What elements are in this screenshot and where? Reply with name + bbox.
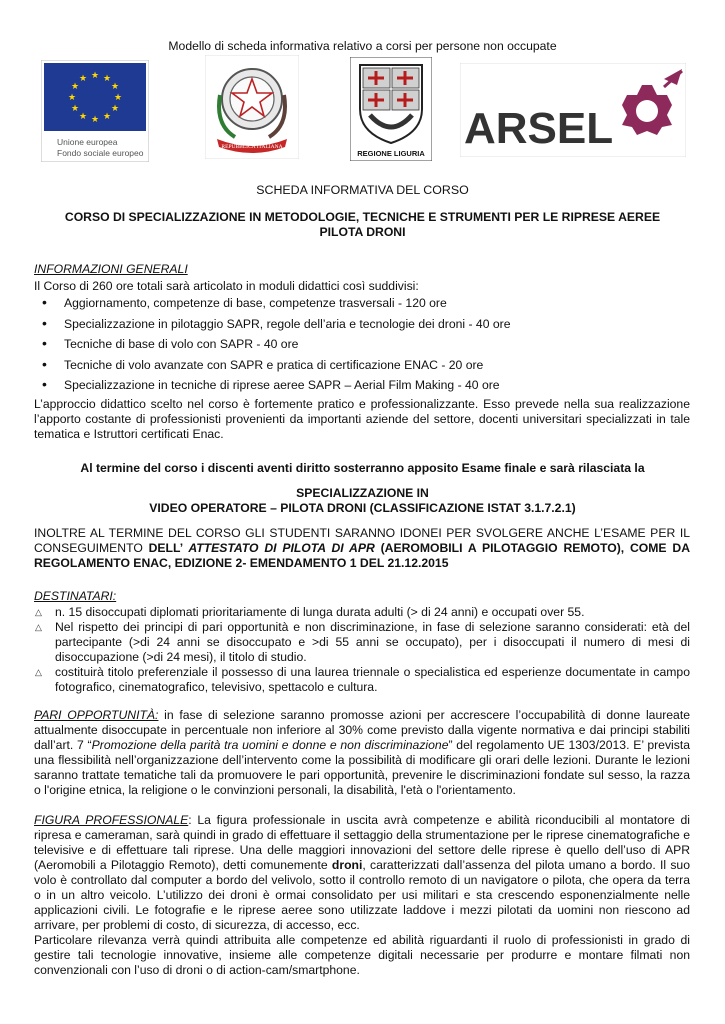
destinatari-item: △ n. 15 disoccupati diplomati prioritariamente di lunga durata adulti (> di 24 anni) e occupati over 55. bbox=[35, 605, 585, 619]
triangle-bullet-icon: △ bbox=[35, 667, 42, 677]
svg-text:★: ★ bbox=[70, 104, 80, 114]
logo-strip bbox=[0, 55, 725, 165]
module-item: • Aggiornamento, competenze di base, competenze trasversali - 120 ore bbox=[34, 296, 690, 317]
specialization-title bbox=[0, 486, 725, 516]
exam-line: Al termine del corso i discenti aventi diritto sosterranno apposito Esame finale e sarà rilasciata la bbox=[80, 461, 645, 475]
course-title-line2: PILOTA DRONI bbox=[319, 225, 406, 239]
approach-paragraph: L’approccio didattico scelto nel corso è fortemente pratico e professionalizzante. Esso prevede nella sua realizzazione l’apporto costante di professionisti provenienti da importanti aziende del settore, docenti universitari specializzati in tale tematica e Istruttori certificati Enac. bbox=[34, 396, 690, 441]
module-item: • Tecniche di volo avanzate con SAPR e pratica di certificazione ENAC - 20 ore bbox=[34, 358, 690, 379]
document-title: SCHEDA INFORMATIVA DEL CORSO bbox=[256, 183, 469, 197]
destinatari-section bbox=[34, 589, 690, 695]
module-item: • Specializzazione in pilotaggio SAPR, regole dell’aria e tecnologie dei droni - 40 ore bbox=[34, 317, 690, 338]
course-title bbox=[0, 210, 725, 240]
module-item: • Specializzazione in tecniche di riprese aeree SAPR – Aerial Film Making - 40 ore bbox=[34, 378, 690, 399]
svg-text:★: ★ bbox=[102, 112, 112, 122]
module-item: • Tecniche di base di volo con SAPR - 40 ore bbox=[34, 337, 690, 358]
info-intro: Il Corso di 260 ore totali sarà articolato in moduli didattici così suddivisi: bbox=[34, 279, 419, 293]
italian-republic-emblem bbox=[205, 55, 299, 159]
pari-heading: PARI OPPORTUNITÀ: bbox=[34, 708, 159, 722]
emblem-banner: REPUBBLICA ITALIANA bbox=[221, 144, 283, 150]
module-list bbox=[34, 296, 690, 399]
svg-text:★: ★ bbox=[110, 104, 120, 114]
inoltre-paragraph: INOLTRE AL TERMINE DEL CORSO GLI STUDENTI SARANNO IDONEI PER SVOLGERE ANCHE L’ESAME PER IL CONSEGUIMENTO DELL’ ATTESTATO DI PILOTA DI APR (AEROMOBILI A PILOTAGGIO REMOTO), COME DA REGOLAMENTO ENAC, EDIZIONE 2- EMENDAMENTO 1 DEL 21.12.2015 bbox=[34, 526, 690, 570]
svg-text:★: ★ bbox=[90, 115, 100, 125]
eu-flag-logo bbox=[41, 60, 149, 162]
destinatari-item: △ costituirà titolo preferenziale il possesso di una laurea triennale o specialistica ed esperienze documentate in campo fotografico, cinematografico, televisivo, spettacolo e cultura. bbox=[35, 665, 690, 694]
header-note: Modello di scheda informativa relativo a corsi per persone non occupate bbox=[168, 39, 557, 53]
liguria-caption: REGIONE LIGURIA bbox=[357, 149, 425, 158]
figura-heading: FIGURA PROFESSIONALE bbox=[34, 813, 189, 827]
svg-text:★: ★ bbox=[70, 82, 80, 92]
svg-text:★: ★ bbox=[67, 93, 77, 103]
figura-professionale-paragraph: FIGURA PROFESSIONALE: La figura professionale in uscita avrà competenze e abilità riconducibili al montatore di ripresa e cameraman, sarà quindi in grado di effettuare il settaggio della strumentazione per le riprese cinematografiche e televisive e di effettuare tali riprese. Una delle maggiori innovazioni del settore delle riprese è quello dell’uso di APR (Aeromobili a Pilotaggio Remoto), detti comunemente droni, caratterizzati dall’assenza del pilota umano a bordo. Il suo volo è controllato dal computer a bordo del velivolo, sotto il controllo remoto di un navigatore o pilota, che opera da terra o in un altro veicolo. L’utilizzo dei droni è ormai consolidato per usi militari e sta crescendo esponenzialmente nelle applicazioni civili. Le fotografie e le riprese aeree sono utilizzate laddove i mezzi pilotati da uomini non riescono ad arrivare, per problemi di costo, di sicurezza, di accesso, ecc. Particolare rilevanza verrà quindi attribuita alle competenze ed abilità riguardanti il ruolo di professionisti in grado di gestire tali tecnologie innovative, insieme alle competenze digitali necessarie per produrre e montare filmati non convenzionali con l’uso di droni o di action-cam/smartphone. bbox=[34, 813, 690, 977]
destinatari-item: △ Nel rispetto dei principi di pari opportunità e non discriminazione, in fase di selezione saranno considerati: età del partecipante (>di 24 anni se disoccupato e >di 55 anni se occupato), per i disoccupati il numero di mesi di disoccupazione (>di 24 mesi), il titolo di studio. bbox=[35, 620, 690, 664]
arsel-wordmark: ARSEL bbox=[464, 104, 614, 153]
triangle-bullet-icon: △ bbox=[35, 622, 42, 632]
triangle-bullet-icon: △ bbox=[35, 607, 42, 617]
info-heading: INFORMAZIONI GENERALI bbox=[34, 262, 188, 276]
regione-liguria-logo bbox=[350, 57, 432, 161]
destinatari-heading: DESTINATARI: bbox=[34, 589, 117, 603]
arsel-logo bbox=[460, 63, 686, 157]
svg-text:★: ★ bbox=[90, 71, 100, 81]
eu-logo-line2: Fondo sociale europeo bbox=[57, 148, 144, 158]
course-title-line1: CORSO DI SPECIALIZZAZIONE IN METODOLOGIE, TECNICHE E STRUMENTI PER LE RIPRESE AEREE bbox=[64, 210, 661, 224]
figura-paragraph-2: Particolare rilevanza verrà quindi attribuita alle competenze ed abilità riguardanti il ruolo di professionisti in grado di gestire tali tecnologie innovative, insieme alle competenze digitali necessarie per produrre e montare filmati non convenzionali con l’uso di droni o di action-cam/smartphone. bbox=[34, 933, 690, 977]
pari-opportunita-paragraph: PARI OPPORTUNITÀ: in fase di selezione saranno promosse azioni per accrescere l’occupabilità di donne laureate attualmente disoccupate in percentuale non inferiore al 30% come previsto dalla vigente normativa e dai principi stabiliti dall’art. 7 “Promozione della parità tra uomini e donne e non discriminazione” del regolamento UE 1303/2013. E’ prevista una flessibilità nell’organizzazione dell’intervento come la possibilità di modificare gli orari delle lezioni. Durante le lezioni saranno trattate tematiche tali da promuovere le pari opportunità, prevenire le discriminazioni fondate sul sesso, la razza o l'origine etnica, la religione o le convinzioni personali, la disabilità, l'età o l'orientamento. bbox=[34, 708, 690, 797]
destinatari-list bbox=[34, 605, 690, 695]
svg-text:★: ★ bbox=[78, 74, 88, 84]
eu-logo-line1: Unione europea bbox=[57, 137, 118, 147]
svg-text:★: ★ bbox=[78, 112, 88, 122]
spec-line2: VIDEO OPERATORE – PILOTA DRONI (CLASSIFICAZIONE ISTAT 3.1.7.2.1) bbox=[149, 501, 576, 515]
svg-text:★: ★ bbox=[113, 93, 123, 103]
spec-line1: SPECIALIZZAZIONE IN bbox=[296, 486, 429, 500]
info-section bbox=[34, 262, 690, 442]
svg-text:★: ★ bbox=[102, 74, 112, 84]
svg-text:★: ★ bbox=[110, 82, 120, 92]
